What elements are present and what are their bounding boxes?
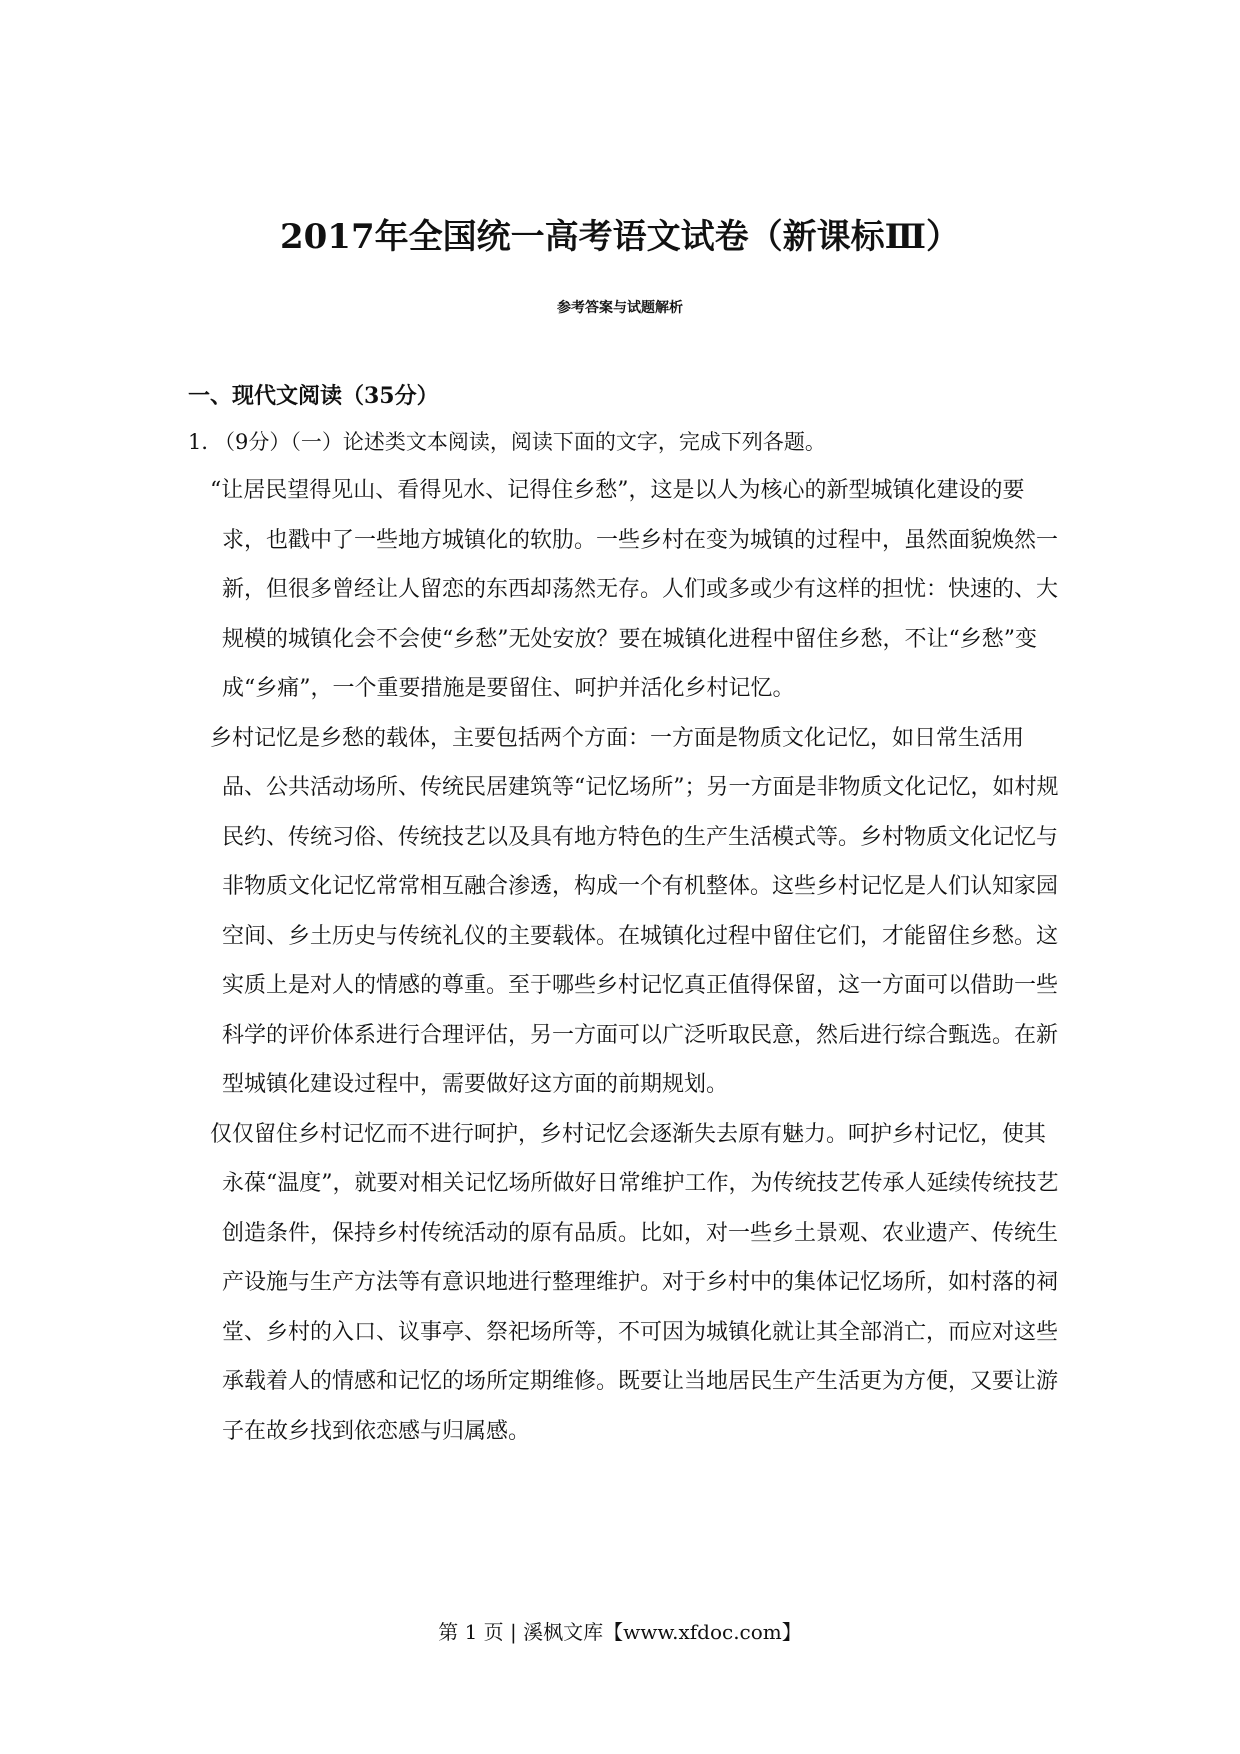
- document-title: 2017年全国统一高考语文试卷（新课标Ⅲ）: [279, 217, 961, 257]
- question-number: 1．: [188, 430, 223, 454]
- passage-paragraph-3: 仅仅留住乡村记忆而不进行呵护，乡村记忆会逐渐失去原有魅力。呵护乡村记忆，使其永葆“温度”，就要对相关记忆场所做好日常维护工作，为传统技艺传承人延续传统技艺创造条件，保持乡村传统活动的原有品质。比如，对一些乡土景观、农业遗产、传统生产设施与生产方法等有意识地进行整理维护。对于乡村中的集体记忆场所，如村落的祠堂、乡村的入口、议事亭、祭祀场所等，不可因为城镇化就让其全部消亡，而应对这些承载着人的情感和记忆的场所定期维修。既要让当地居民生产生活更为方便，又要让游子在故乡找到依恋感与归属感。: [210, 1121, 1059, 1444]
- question-line: [188, 424, 826, 460]
- passage-paragraph-2: 乡村记忆是乡愁的载体，主要包括两个方面：一方面是物质文化记忆，如日常生活用品、公共活动场所、传统民居建筑等“记忆场所”；另一方面是非物质文化记忆，如村规民约、传统习俗、传统技艺以及具有地方特色的生产生活模式等。乡村物质文化记忆与非物质文化记忆常常相互融合渗透，构成一个有机整体。这些乡村记忆是人们认知家园空间、乡土历史与传统礼仪的主要载体。在城镇化过程中留住它们，才能留住乡愁。这实质上是对人的情感的尊重。至于哪些乡村记忆真正值得保留，这一方面可以借助一些科学的评价体系进行合理评估，另一方面可以广泛听取民意，然后进行综合甄选。在新型城镇化建设过程中，需要做好这方面的前期规划。: [210, 725, 1059, 1097]
- passage-paragraph-1: “让居民望得见山、看得见水、记得住乡愁”，这是以人为核心的新型城镇化建设的要求，也戳中了一些地方城镇化的软肋。一些乡村在变为城镇的过程中，虽然面貌焕然一新，但很多曾经让人留恋的东西却荡然无存。人们或多或少有这样的担忧：快速的、大规模的城镇化会不会使“乡愁”无处安放？要在城镇化进程中留住乡愁，不让“乡愁”变成“乡痛”，一个重要措施是要留住、呵护并活化乡村记忆。: [210, 478, 1059, 701]
- question-text: （9分）（一）论述类文本阅读，阅读下面的文字，完成下列各题。: [214, 430, 826, 454]
- section-heading: 一、现代文阅读（35分）: [188, 383, 439, 409]
- page-footer: 第 1 页 | 溪枫文库【www.xfdoc.com】: [438, 1620, 802, 1644]
- document-subtitle: 参考答案与试题解析: [557, 300, 683, 316]
- reading-passage: [210, 466, 1060, 1456]
